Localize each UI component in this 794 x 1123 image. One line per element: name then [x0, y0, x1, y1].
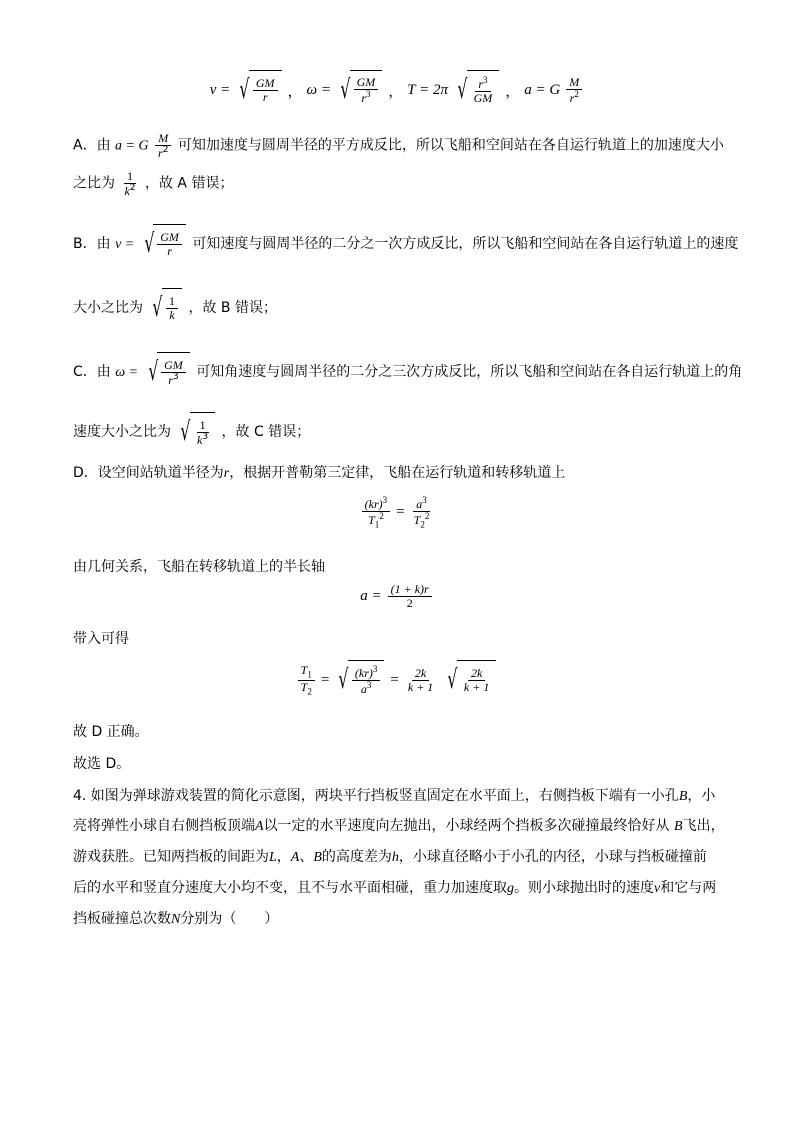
q4-l1-b: ，小 — [687, 788, 716, 804]
q4-l4-b: 。则小球抛出时的速度 — [514, 880, 654, 896]
q4-l3-e: ，小球直径略小于小孔的内径，小球与挡板碰撞前 — [398, 849, 707, 865]
a-den: r — [569, 90, 575, 105]
q4-l2-b: 以一定的水平速度向左抛出，小球经两个挡板多次碰撞最终恰好从 — [263, 818, 670, 834]
option-d-line3 — [73, 629, 129, 649]
q4-l3-B: B — [313, 850, 322, 865]
answer-text: 故选 D。 — [73, 756, 131, 772]
eq3-rnum: 2k — [468, 667, 485, 681]
option-c-text2: 速度大小之比为 — [73, 424, 171, 440]
option-a-ratio-num: 1 — [124, 170, 136, 184]
option-b-den: r — [167, 244, 172, 258]
q4-l3-c: 、 — [299, 849, 314, 865]
sqrt-r3-over-gm: √ $r^3$ GM — [454, 70, 499, 110]
option-a-text1: 可知加速度与圆周半径的平方成反比，所以飞船和空间站在各自运行轨道上的加速度大小 — [177, 137, 724, 154]
option-d-text1: D．设空间站轨道半径为 — [73, 465, 224, 481]
q4-l3-h: h — [391, 850, 399, 865]
sqrt-gm-over-r: √ $\frac{GM}{r}$ — [236, 70, 281, 110]
eq2-den: 2 — [406, 595, 413, 610]
eq1-lnum: (kr) — [364, 497, 383, 511]
option-c-ratio-den: k — [197, 432, 203, 447]
option-d-line1 — [73, 463, 565, 484]
eq3-lnum: T — [300, 662, 308, 677]
option-c-line1: C．由 ω = √ GM $r^3$ 可知角速度与圆周半径的二分之三次方成反比，所以飞船和空间站在各自运行轨道上的角 — [73, 352, 742, 392]
eq1-rden: T — [413, 512, 421, 527]
sqrt-gm-over-r3: √ GM $r^3$ — [337, 70, 382, 110]
option-b-text2: 大小之比为 — [73, 300, 143, 316]
w-num: GM — [354, 76, 379, 90]
option-b-ratio-den: k — [169, 308, 175, 322]
option-b-text1: 可知速度与圆周半径的二分之一次方成反比，所以飞船和空间站在各自运行轨道上的速度 — [192, 236, 739, 252]
option-a-formula: a = G — [115, 138, 149, 154]
w-den: r — [361, 91, 367, 105]
question-4-line5 — [73, 909, 278, 930]
q4-l2-A: A — [255, 819, 264, 834]
q4-l3-A: A — [290, 850, 300, 865]
option-d-correct-text: 故 D 正确。 — [73, 724, 149, 740]
option-b-text3: ，故 B 错误； — [188, 300, 277, 316]
eq2-num: (1 + k)r — [388, 583, 432, 597]
question-4-line1 — [73, 786, 715, 807]
option-d-substitute-text: 带入可得 — [73, 631, 129, 647]
option-c-num: GM — [161, 359, 186, 373]
q4-l3-b: ， — [276, 849, 291, 865]
q4-l1-a: 4. 如图为弹球游戏装置的简化示意图，两块平行挡板竖直固定在水平面上，右侧挡板下端有一小孔 — [73, 788, 679, 804]
sep-3: ， — [505, 81, 521, 100]
q4-l2-B: B — [674, 819, 683, 834]
option-c-formula: ω = — [115, 365, 139, 380]
eq1-rnum: a — [416, 497, 423, 511]
T-num: r — [478, 77, 483, 92]
option-b-formula: v = — [115, 237, 135, 252]
v-den: r — [262, 90, 268, 104]
option-c-den: r — [168, 372, 173, 387]
sep-2: ， — [388, 81, 404, 100]
q4-l2-c: 飞出， — [682, 818, 725, 834]
option-c-text3: ，故 C 错误； — [221, 424, 311, 440]
q4-l5-a: 挡板碰撞总次数 — [73, 911, 171, 927]
option-b-ratio-num: 1 — [166, 295, 178, 309]
q4-l3-L: L — [269, 850, 277, 865]
q4-l5-N: N — [171, 912, 181, 927]
option-c-prefix: C．由 — [73, 364, 111, 380]
a-num: M — [566, 76, 582, 90]
option-c-line2: 速度大小之比为 √ 1 $k^3$ ，故 C 错误； — [73, 412, 310, 452]
question-4-line4 — [73, 878, 716, 899]
eq3-rden: k + 1 — [463, 680, 490, 694]
option-a-text2: 之比为 — [73, 175, 115, 192]
a-lhs: a = G — [524, 81, 561, 98]
option-a-den: r — [158, 145, 163, 160]
q4-l3-a: 游戏获胜。已知两挡板的间距为 — [73, 849, 269, 865]
kepler-equation: $\frac{(kr)^3}{T_1^2}$ = $\frac{a^3}{T_2^2}$ — [0, 496, 794, 529]
sep-1: ， — [287, 81, 303, 100]
T-den: GM — [473, 91, 493, 105]
q4-l4-c: 和它与两 — [660, 880, 717, 896]
option-b-line1: B．由 v = √ $\frac{GM}{r}$ 可知速度与圆周半径的二分之一次方成反比，所以飞船和空间站在各自运行轨道上的速度 — [73, 224, 738, 264]
orbital-formulas: v = √ $\frac{GM}{r}$ ， ω = √ GM $r^3$ ， T = 2π √ $r^3$ GM ， a = G M $r^2$ — [0, 70, 794, 110]
option-d-line2 — [73, 557, 325, 577]
eq3-mden: k + 1 — [407, 679, 434, 694]
eq3-lden: T — [300, 679, 308, 694]
eq3-sden: a — [360, 682, 367, 696]
eq2-lhs: a = — [360, 587, 382, 604]
option-b-num: GM — [157, 231, 182, 245]
question-4-line2 — [73, 816, 725, 837]
answer-line — [73, 754, 130, 774]
option-d-conclusion — [73, 722, 149, 742]
option-a-text3: ，故 A 错误； — [144, 175, 234, 192]
option-b-prefix: B．由 — [73, 236, 111, 252]
option-d-geometry-text: 由几何关系，飞船在转移轨道上的半长轴 — [73, 559, 325, 575]
period-ratio-equation: $\frac{T_1}{T_2}$ = √ (kr)$^3$ $a^3$ = $\frac{2k}{k + 1}$ √ 2k k + 1 — [0, 660, 794, 700]
q4-l5-b: 分别为（ ） — [180, 911, 279, 927]
eq3-snum: (kr) — [354, 666, 373, 681]
option-d-text2: ，根据开普勒第三定律，飞船在运行轨道和转移轨道上 — [229, 465, 566, 481]
option-c-text1: 可知角速度与圆周半径的二分之三次方成反比，所以飞船和空间站在各自运行轨道上的角 — [196, 364, 743, 380]
option-a-prefix: A．由 — [73, 137, 111, 154]
v-num: GM — [253, 77, 278, 91]
semi-major-axis-equation — [0, 583, 794, 609]
T-lhs: T = 2π — [407, 81, 448, 98]
q4-l4-v: v — [654, 881, 661, 896]
q4-l3-d: 的高度差为 — [321, 849, 392, 865]
option-d-var-r: r — [223, 466, 230, 481]
q4-l4-a: 后的水平和竖直分速度大小均不变，且不与水平面相碰，重力加速度取 — [73, 880, 507, 896]
option-a-num: M — [155, 132, 171, 146]
option-a-line2: 之比为 $\frac{1}{k^2}$ ，故 A 错误； — [73, 169, 234, 198]
option-a-line1: A．由 a = G $\frac{M}{r^2}$ 可知加速度与圆周半径的平方成反比，所以飞船和空间站在各自运行轨道上的加速度大小 — [73, 131, 724, 160]
eq1-lden: T — [368, 512, 375, 527]
option-b-line2: 大小之比为 √ $\frac{1}{k}$ ，故 B 错误； — [73, 288, 277, 328]
v-lhs: v = — [209, 81, 231, 98]
option-a-ratio-den: k — [124, 183, 130, 198]
q4-l2-a: 亮将弹性小球自右侧挡板顶端 — [73, 818, 255, 834]
eq3-mnum: 2k — [412, 667, 429, 681]
q4-l1-B: B — [678, 789, 688, 804]
w-lhs: ω = — [306, 81, 332, 98]
option-c-ratio-num: 1 — [197, 419, 209, 433]
question-4-line3 — [73, 847, 707, 868]
q4-l4-g: g — [507, 881, 514, 896]
